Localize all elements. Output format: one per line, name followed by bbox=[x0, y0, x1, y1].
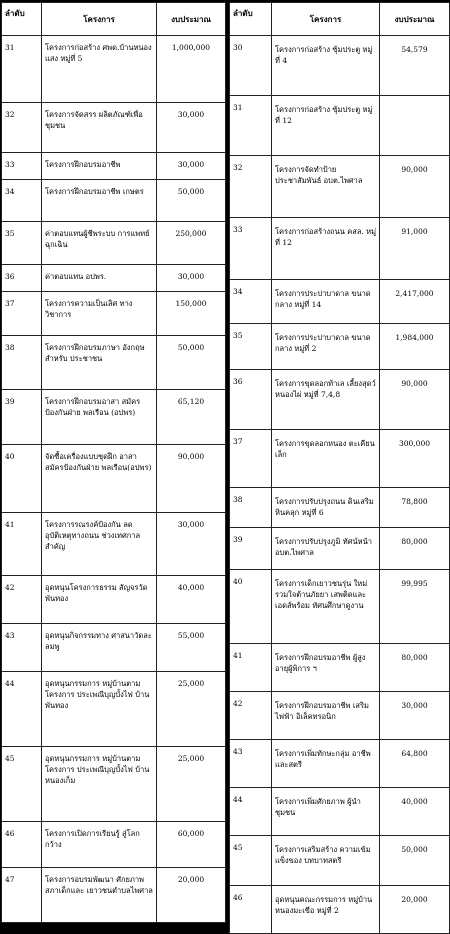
row-budget: 50,000 bbox=[157, 336, 226, 390]
row-number: 45 bbox=[2, 746, 42, 821]
table-row bbox=[230, 886, 450, 934]
row-project: โครงการความเป็นเลิศ ทางวิชาการ bbox=[42, 292, 157, 336]
header-budget: งบประมาณ bbox=[380, 3, 450, 36]
row-number: 36 bbox=[2, 265, 42, 292]
table-row bbox=[230, 644, 450, 692]
table-row bbox=[230, 36, 450, 96]
budget-table-left bbox=[1, 2, 226, 923]
table-row bbox=[230, 156, 450, 218]
table-row bbox=[230, 836, 450, 886]
table-row bbox=[2, 623, 226, 671]
row-project: โครงการก่อสร้าง ซุ้มประตู หมู่ที่ 12 bbox=[272, 96, 380, 156]
row-project: โครงการปรับปรุงถนน ดินเสริมหินคลุก หมู่ที่ 6 bbox=[272, 488, 380, 528]
row-budget: 2,417,000 bbox=[380, 280, 450, 324]
row-budget: 30,000 bbox=[380, 692, 450, 740]
row-project: โครงการก่อสร้าง ซุ้มประตู หมู่ที่ 4 bbox=[272, 36, 380, 96]
row-project: โครงการรณรงค์ป้องกัน ลดอุบัติเหตุทางถนน ช่วงเทศกาลสำคัญ bbox=[42, 513, 157, 576]
row-budget: 40,000 bbox=[380, 788, 450, 836]
row-number: 46 bbox=[2, 821, 42, 867]
row-number: 43 bbox=[2, 623, 42, 671]
row-number: 31 bbox=[2, 36, 42, 103]
table-row bbox=[2, 152, 226, 179]
table-row bbox=[230, 528, 450, 570]
row-project: ค่าตอบแทนผู้ชีพระบบ การแพทย์ฉุกเฉิน bbox=[42, 221, 157, 265]
header-project: โครงการ bbox=[42, 3, 157, 36]
row-number: 42 bbox=[2, 575, 42, 623]
table-row bbox=[230, 570, 450, 644]
row-budget: 99,995 bbox=[380, 570, 450, 644]
row-number: 42 bbox=[230, 692, 272, 740]
row-number: 33 bbox=[230, 218, 272, 280]
row-project: จัดซื้อเครื่องแบบชุดฝึก อาสาสมัครป้องกันฝ่าย พลเรือน(อปพร) bbox=[42, 444, 157, 513]
row-project: โครงการประปาบาดาล ขนาดกลาง หมู่ที่ 2 bbox=[272, 324, 380, 370]
row-budget: 1,000,000 bbox=[157, 36, 226, 103]
row-number: 31 bbox=[230, 96, 272, 156]
row-project: อุดหนุนกรรมการ หมู่บ้านตามโครงการ ประเพณีบุญบั้งไฟ บ้าน หนองเก็ม bbox=[42, 746, 157, 821]
row-project: โครงการก่อสร้างถนน คสล. หมู่ที่ 12 bbox=[272, 218, 380, 280]
table-row bbox=[2, 575, 226, 623]
row-budget: 20,000 bbox=[157, 867, 226, 922]
row-number: 40 bbox=[2, 444, 42, 513]
row-number: 37 bbox=[2, 292, 42, 336]
row-budget: 90,000 bbox=[380, 156, 450, 218]
row-number: 47 bbox=[2, 867, 42, 922]
table-header-row bbox=[230, 3, 450, 36]
row-project: โครงการฝึกอบรมอาชีพ เกษตร bbox=[42, 179, 157, 221]
table-row bbox=[230, 218, 450, 280]
table-row bbox=[2, 746, 226, 821]
row-budget: 30,000 bbox=[157, 513, 226, 576]
table-row bbox=[2, 390, 226, 444]
row-number: 34 bbox=[2, 179, 42, 221]
table-row bbox=[230, 740, 450, 788]
row-number: 35 bbox=[2, 221, 42, 265]
row-project: อุดหนุนโครงการธรรม สัญจรวัดพันทอง bbox=[42, 575, 157, 623]
row-number: 44 bbox=[230, 788, 272, 836]
budget-table-right bbox=[229, 2, 450, 934]
table-row bbox=[230, 96, 450, 156]
table-row bbox=[2, 821, 226, 867]
table-row bbox=[2, 867, 226, 922]
table-row bbox=[230, 370, 450, 430]
row-number: 44 bbox=[2, 671, 42, 746]
row-number: 41 bbox=[2, 513, 42, 576]
table-row bbox=[230, 692, 450, 740]
table-row bbox=[2, 336, 226, 390]
row-budget: 30,000 bbox=[157, 152, 226, 179]
header-budget: งบประมาณ bbox=[157, 3, 226, 36]
row-budget: 150,000 bbox=[157, 292, 226, 336]
row-budget: 64,800 bbox=[380, 740, 450, 788]
row-number: 35 bbox=[230, 324, 272, 370]
header-project: โครงการ bbox=[272, 3, 380, 36]
row-number: 37 bbox=[230, 430, 272, 488]
row-number: 43 bbox=[230, 740, 272, 788]
row-number: 30 bbox=[230, 36, 272, 96]
row-project: โครงการจัดสรร ผลิตภัณฑ์เพื่อชุมชน bbox=[42, 102, 157, 152]
row-budget: 90,000 bbox=[380, 370, 450, 430]
table-row bbox=[230, 430, 450, 488]
table-row bbox=[230, 488, 450, 528]
row-number: 41 bbox=[230, 644, 272, 692]
row-number: 32 bbox=[2, 102, 42, 152]
row-project: อุดหนุนกรรมการ หมู่บ้านตามโครงการ ประเพณีบุญบั้งไฟ บ้าน พันทอง bbox=[42, 671, 157, 746]
row-budget: 250,000 bbox=[157, 221, 226, 265]
table-row bbox=[2, 292, 226, 336]
row-project: โครงการจัดทำป้าย ประชาสัมพันธ์ อบต.ไพศาล bbox=[272, 156, 380, 218]
row-number: 32 bbox=[230, 156, 272, 218]
row-project: โครงการฝึกอบรมอาชีพ เสริมไฟฟ้า อิเล็คทรอนิก bbox=[272, 692, 380, 740]
row-budget: 78,800 bbox=[380, 488, 450, 528]
row-budget: 50,000 bbox=[380, 836, 450, 886]
row-project: โครงการฝึกอบรมอาสา สมัครป้องกันฝ่าย พลเรือน (อปพร) bbox=[42, 390, 157, 444]
row-project: อุดหนุนกิจกรรมทาง ศาสนาวัดละลมพู bbox=[42, 623, 157, 671]
row-number: 45 bbox=[230, 836, 272, 886]
header-no: ลำดับ bbox=[230, 3, 272, 36]
row-project: โครงการฝึกอบรมอาชีพ bbox=[42, 152, 157, 179]
row-number: 46 bbox=[230, 886, 272, 934]
row-budget: 55,000 bbox=[157, 623, 226, 671]
row-budget: 30,000 bbox=[157, 265, 226, 292]
row-project: โครงการเปิดการเรียนรู้ สู่โลกกว้าง bbox=[42, 821, 157, 867]
row-number: 38 bbox=[2, 336, 42, 390]
row-budget: 300,000 bbox=[380, 430, 450, 488]
row-budget: 65,120 bbox=[157, 390, 226, 444]
table-row bbox=[2, 102, 226, 152]
row-project: ค่าตอบแทน อปพร. bbox=[42, 265, 157, 292]
row-budget: 80,000 bbox=[380, 528, 450, 570]
row-budget: 60,000 bbox=[157, 821, 226, 867]
table-row bbox=[2, 36, 226, 103]
row-project: โครงการขุดลอกหนอง ตะเคียนเล็ก bbox=[272, 430, 380, 488]
table-row bbox=[230, 324, 450, 370]
row-budget: 25,000 bbox=[157, 671, 226, 746]
row-project: โครงการเสริมสร้าง ความเข้มแข็งของ บทบาทสตรี bbox=[272, 836, 380, 886]
row-project: โครงการฝึกอบรมอาชีพ ผู้สูงอายุผู้พิการ ฯ bbox=[272, 644, 380, 692]
row-number: 34 bbox=[230, 280, 272, 324]
row-budget: 30,000 bbox=[157, 102, 226, 152]
row-budget: 54,579 bbox=[380, 36, 450, 96]
row-project: โครงการปรับปรุงภูมิ ทัศน์หน้า อบต.ไพศาล bbox=[272, 528, 380, 570]
row-budget: 80,000 bbox=[380, 644, 450, 692]
row-budget: 20,000 bbox=[380, 886, 450, 934]
row-project: โครงการเพิ่มศักยภาพ ผู้นำชุมชน bbox=[272, 788, 380, 836]
row-number: 39 bbox=[230, 528, 272, 570]
row-budget: 1,984,000 bbox=[380, 324, 450, 370]
row-number: 33 bbox=[2, 152, 42, 179]
table-row bbox=[230, 788, 450, 836]
row-project: โครงการประปาบาดาล ขนาดกลาง หมู่ที่ 14 bbox=[272, 280, 380, 324]
row-budget: 91,000 bbox=[380, 218, 450, 280]
table-row bbox=[2, 265, 226, 292]
row-budget: 40,000 bbox=[157, 575, 226, 623]
row-project: โครงการอบรมพัฒนา ศักยภาพสภาเด็กและ เยาวชนตำบลไพศาล bbox=[42, 867, 157, 922]
row-project: โครงการเด็กเยาวชนรุ่น ใหม่ รวมใจต้านภัยยา เสพติดและเอดส์พร้อม ทัศนศึกษาดูงาน bbox=[272, 570, 380, 644]
row-project: โครงการเพิ่มทักษะกลุ่ม อาชีพและสตรี bbox=[272, 740, 380, 788]
row-budget: 25,000 bbox=[157, 746, 226, 821]
row-number: 40 bbox=[230, 570, 272, 644]
table-row bbox=[2, 179, 226, 221]
row-project: โครงการขุดลอกท้าเล เลี้ยงสุดว์หนองไผ่ หมู่ที่ 7,4,8 bbox=[272, 370, 380, 430]
table-row bbox=[230, 280, 450, 324]
header-no: ลำดับ bbox=[2, 3, 42, 36]
table-row bbox=[2, 513, 226, 576]
row-budget: 90,000 bbox=[157, 444, 226, 513]
table-row bbox=[2, 221, 226, 265]
table-row bbox=[2, 444, 226, 513]
row-project: อุดหนุนคณะกรรมการ หมู่บ้านหนองมะเขือ หมู่ที่ 2 bbox=[272, 886, 380, 934]
table-header-row bbox=[2, 3, 226, 36]
row-budget: 50,000 bbox=[157, 179, 226, 221]
row-number: 36 bbox=[230, 370, 272, 430]
row-project: โครงการก่อสร้าง ศพด.บ้านหนองแสง หมู่ที่ 5 bbox=[42, 36, 157, 103]
row-number: 38 bbox=[230, 488, 272, 528]
table-row bbox=[2, 671, 226, 746]
row-project: โครงการฝึกอบรมภาษา อังกฤษสำหรับ ประชาชน bbox=[42, 336, 157, 390]
row-budget bbox=[380, 96, 450, 156]
row-number: 39 bbox=[2, 390, 42, 444]
